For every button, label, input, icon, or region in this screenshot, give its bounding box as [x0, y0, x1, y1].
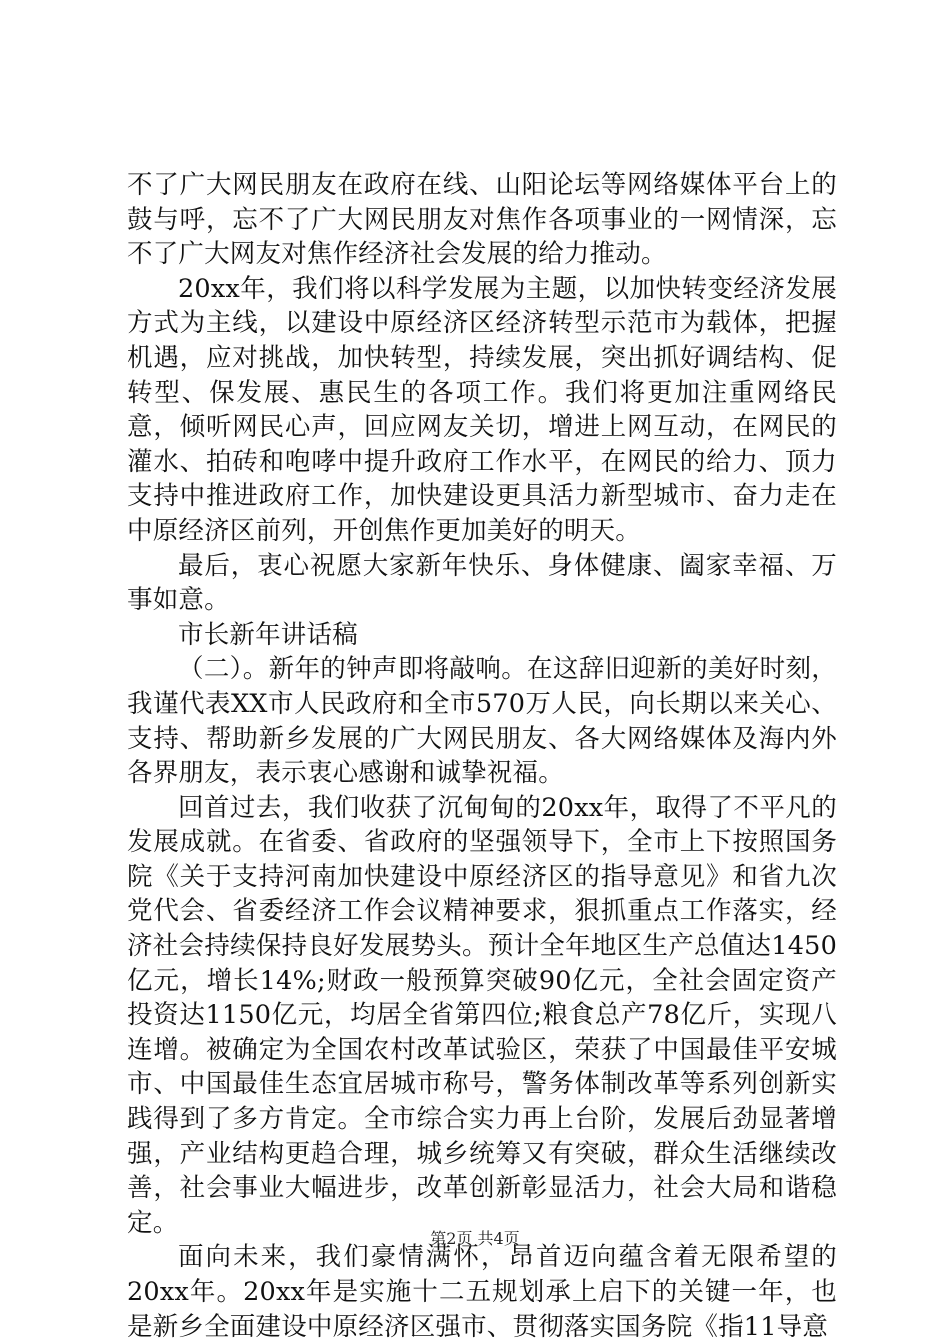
- paragraph-1: 不了广大网民朋友在政府在线、山阳论坛等网络媒体平台上的鼓与呼，忘不了广大网民朋友对焦作各项事业的一网情深，忘不了广大网友对焦作经济社会发展的给力推动。: [127, 170, 837, 270]
- page-number-label: 第2页 共4页: [430, 1229, 520, 1248]
- section-heading: 市长新年讲话稿: [178, 619, 358, 650]
- page-footer: [0, 1229, 950, 1249]
- paragraph-3: 最后，衷心祝愿大家新年快乐、身体健康、阖家幸福、万事如意。: [127, 550, 837, 616]
- paragraph-7: 面向未来，我们豪情满怀，昂首迈向蕴含着无限希望的20xx年。20xx年是实施十二五规划承上启下的关键一年，也是新乡全面建设中原经济区强市、贯彻落实国务院《指11导意: [127, 1242, 837, 1342]
- document-body: [127, 168, 837, 1344]
- paragraph-5: （二）。新年的钟声即将敲响。在这辞旧迎新的美好时刻，我谨代表XX市人民政府和全市570万人民，向长期以来关心、支持、帮助新乡发展的广大网民朋友、各大网络媒体及海内外各界朋友，表示衷心感谢和诚挚祝福。: [127, 654, 837, 789]
- paragraph-2: 20xx年，我们将以科学发展为主题，以加快转变经济发展方式为主线，以建设中原经济区经济转型示范市为载体，把握机遇，应对挑战，加快转型，持续发展，突出抓好调结构、促转型、保发展、惠民生的各项工作。我们将更加注重网络民意，倾听网民心声，回应网友关切，增进上网互动，在网民的灌水、拍砖和咆哮中提升政府工作水平，在网民的给力、顶力支持中推进政府工作，加快建设更具活力新型城市、奋力走在中原经济区前列，开创焦作更加美好的明天。: [127, 273, 837, 546]
- paragraph-6: 回首过去，我们收获了沉甸甸的20xx年，取得了不平凡的发展成就。在省委、省政府的坚强领导下，全市上下按照国务院《关于支持河南加快建设中原经济区的指导意见》和省九次党代会、省委经济工作会议精神要求，狠抓重点工作落实，经济社会持续保持良好发展势头。预计全年地区生产总值达1450亿元，增长14%;财政一般预算突破90亿元，全社会固定资产投资达1150亿元，均居全省第四位;粮食总产78亿斤，实现八连增。被确定为全国农村改革试验区，荣获了中国最佳平安城市、中国最佳生态宜居城市称号，警务体制改革等系列创新实践得到了多方肯定。全市综合实力再上台阶，发展后劲显著增强，产业结构更趋合理，城乡统筹又有突破，群众生活继续改善，社会事业大幅进步，改革创新彰显活力，社会大局和谐稳定。: [127, 792, 837, 1238]
